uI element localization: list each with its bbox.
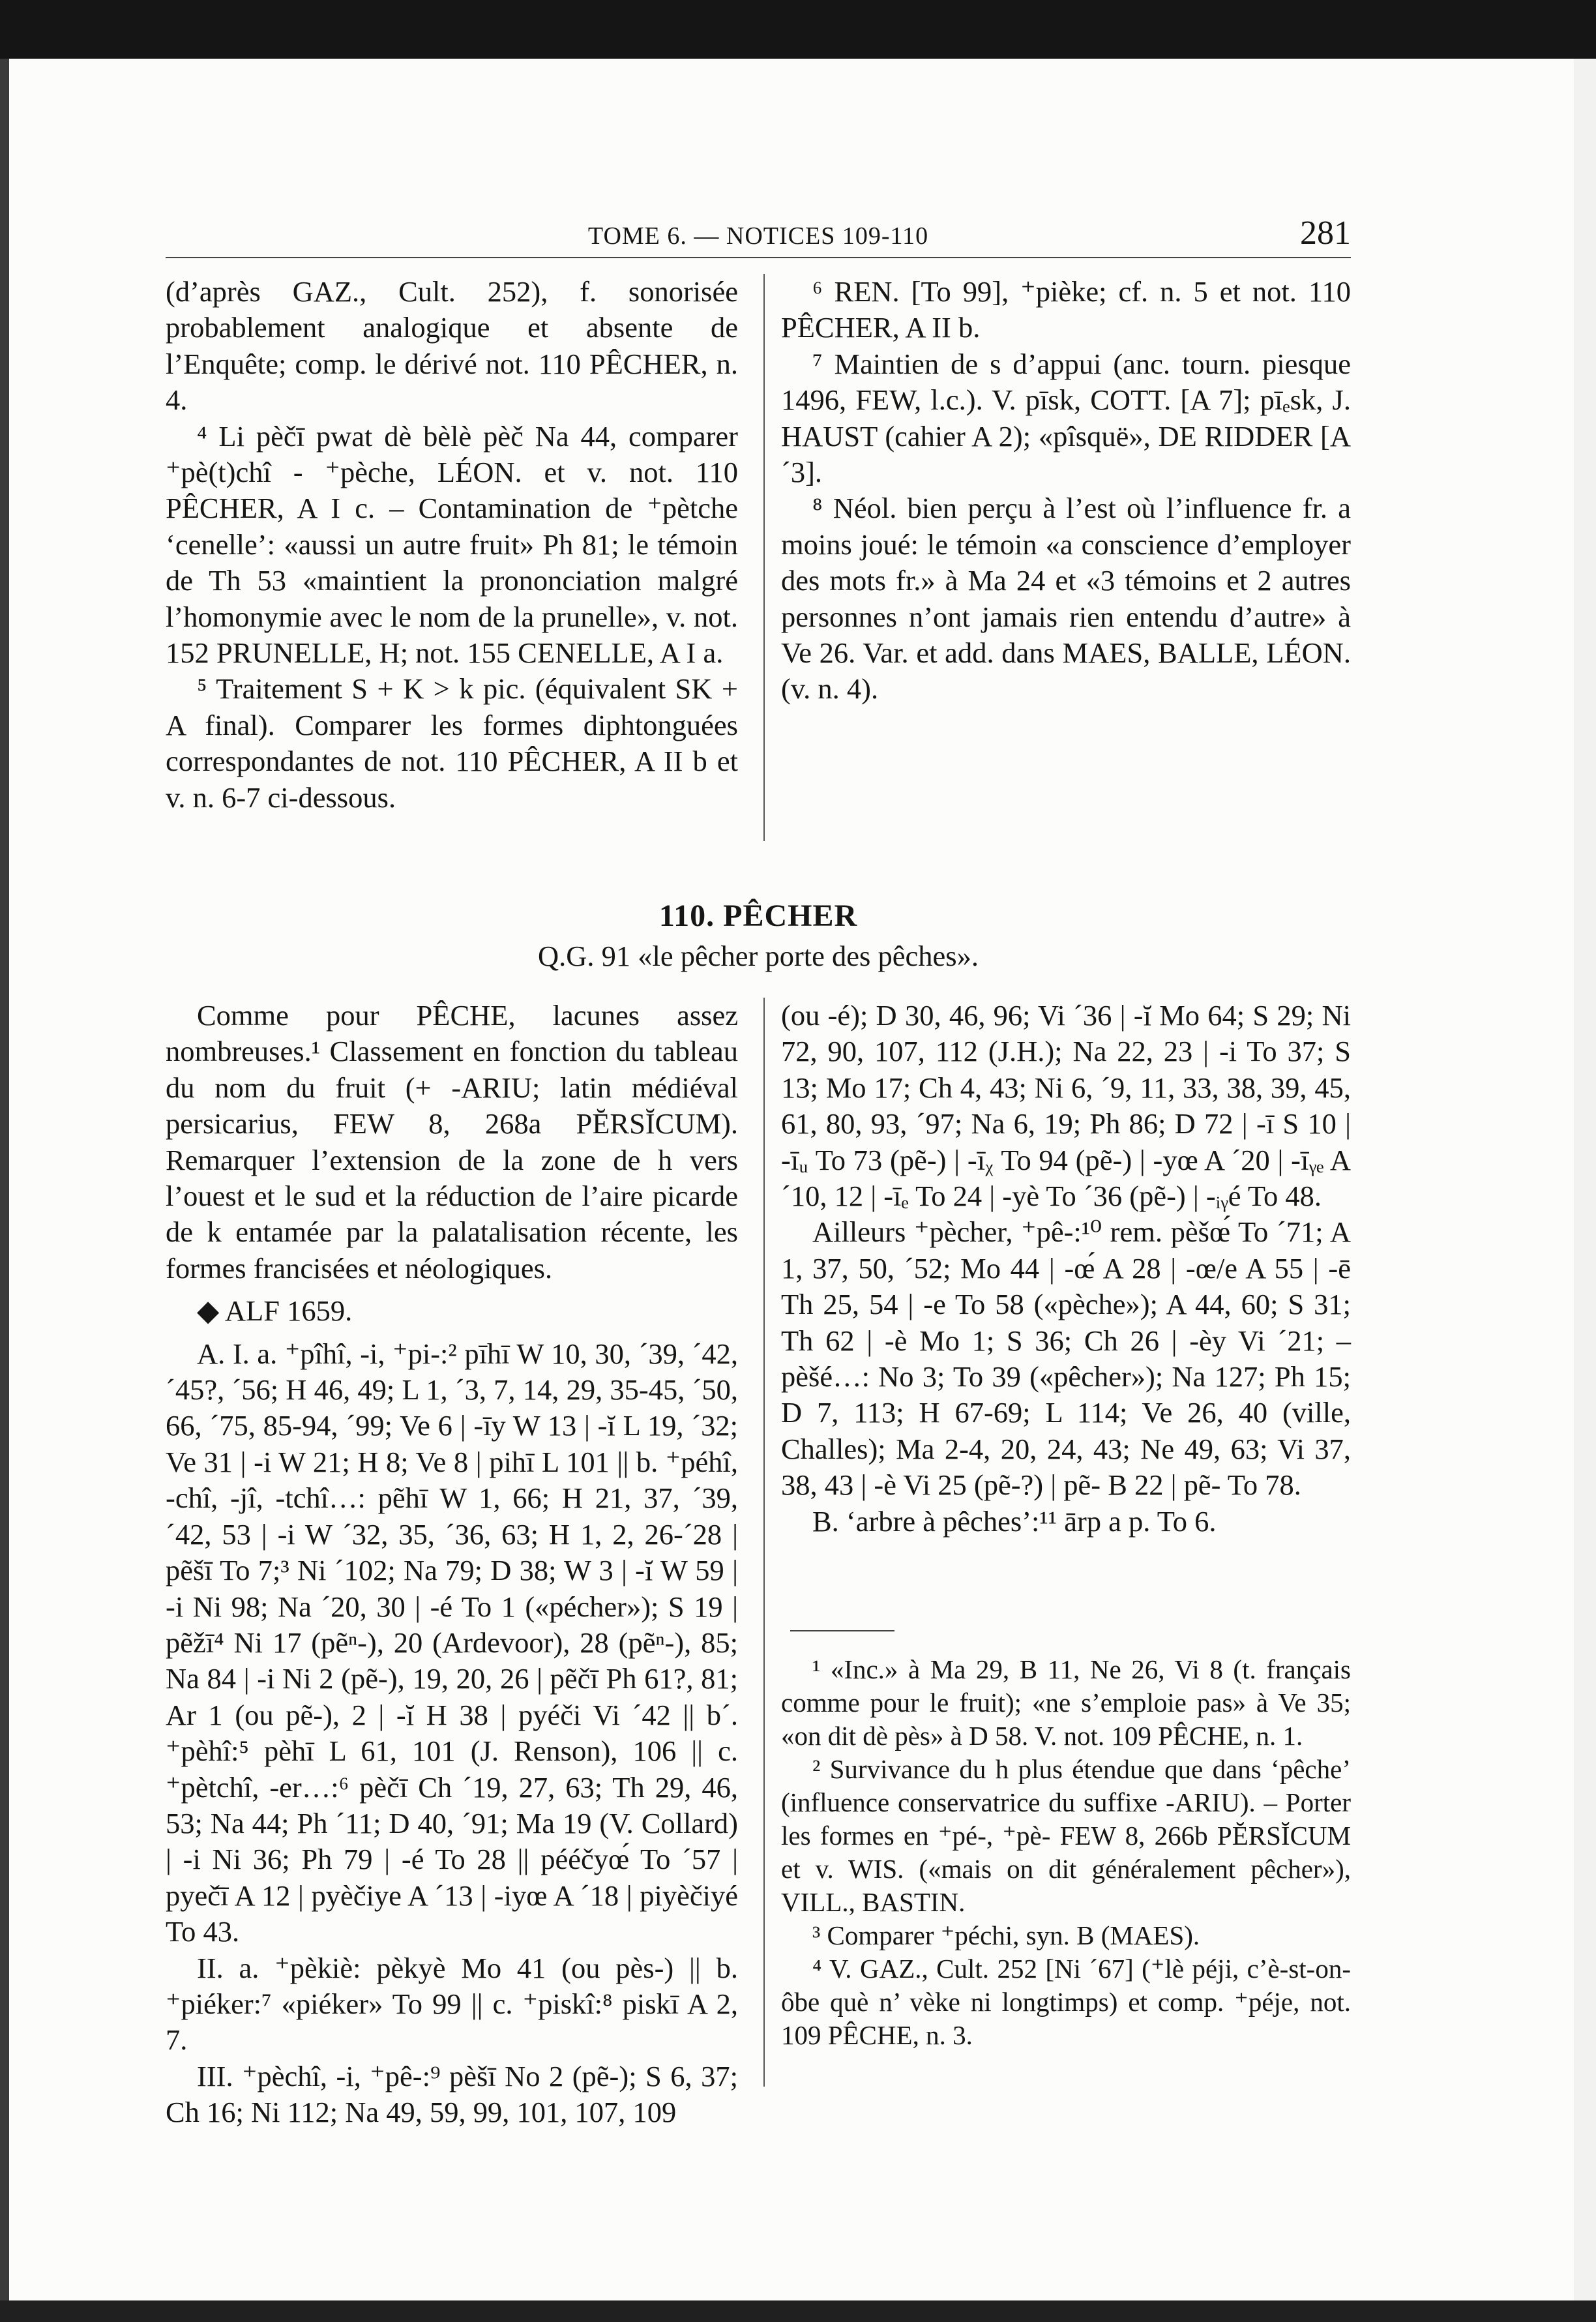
intro-paragraph: Comme pour PÊCHE, lacunes assez nombreuses.¹ Classement en fonction du tableau du nom du fruit (+ -ARIU; latin médiéval persicarius, FEW 8, 268a PĔRSĬCUM). Remarquer l’extension de la zone de h vers l’ouest et le sud et la réduction de l’aire picarde de k entamée par la palatalisation récente, les formes francisées et néologiques.	[166, 999, 738, 1285]
section-b: B. ‘arbre à pêches’:¹¹ ārp a p. To 6.	[812, 1504, 1217, 1538]
column-divider-top	[763, 274, 765, 841]
note-4: ⁴ Li pèčī pwat dè bèlè pèč Na 44, comparer ⁺pè(t)chî - ⁺pèche, LÉON. et v. not. 110 PÊCHER, A I c. – Contamination de ⁺pètche ‘cenelle’: «aussi un autre fruit» Ph 81; le témoin de Th 53 «maintient la prononciation malgré l’homonymie avec le nom de la prunelle», v. not. 152 PRUNELLE, H; not. 155 CENELLE, A I a.	[166, 419, 738, 670]
alf-reference: ◆ ALF 1659.	[197, 1294, 353, 1328]
note-5: ⁵ Traitement S + K > k pic. (équivalent SK + A final). Comparer les formes diphtonguées correspondantes de not. 110 PÊCHER, A II b et v. n. 6-7 ci-dessous.	[166, 672, 738, 814]
article-right-column	[781, 998, 1351, 1540]
scan-border-bottom	[0, 2300, 1596, 2322]
footnotes	[781, 1653, 1351, 2052]
footnote-1: ¹ «Inc.» à Ma 29, B 11, Ne 26, Vi 8 (t. français comme pour le fruit); «ne s’emploie pas» à Ve 35; «on dit dè pès» à D 58. V. not. 109 PÊCHE, n. 1.	[781, 1654, 1351, 1751]
page-number: 281	[1300, 215, 1351, 252]
running-head	[166, 213, 1351, 252]
footnote-2: ² Survivance du h plus étendue que dans ‘pêche’ (influence conservatrice du suffixe -ARIU). – Porter les formes en ⁺pé-, ⁺pè- FEW 8, 266b PĔRSĬCUM et v. WIS. («mais on dit généralement pêcher»), VILL., BASTIN.	[781, 1754, 1351, 1917]
note-8: ⁸ Néol. bien perçu à l’est où l’influence fr. a moins joué: le témoin «a conscience d’employer des mots fr.» à Ma 24 et «3 témoins et 2 autres personnes n’ont jamais rien entendu d’autre» à Ve 26. Var. et add. dans MAES, BALLE, LÉON. (v. n. 4).	[781, 492, 1351, 706]
section-ailleurs: Ailleurs ⁺pècher, ⁺pê-:¹⁰ rem. pèšœ́ To ´71; A 1, 37, 50, ´52; Mo 44 | -œ́ A 28 | -œ/e A 55 | -ē Th 25, 54 | -e To 58 («pèche»); A 44, 60; S 31; Th 62 | -è Mo 1; S 36; Ch 26 | -èy Vi ´21; – pèšé…: No 3; To 39 («pêcher»); Na 127; Ph 15; D 7, 113; H 67-69; L 114; Ve 26, 40 (ville, Challes); Ma 2-4, 20, 24, 43; Ne 49, 63; Vi 37, 38, 43 | -è Vi 25 (pẽ-?) | pẽ- B 22 | pẽ- To 78.	[781, 1215, 1351, 1502]
column-divider-bottom	[763, 998, 765, 2087]
note-continuation: (d’après GAZ., Cult. 252), f. sonorisée probablement analogique et absente de l’Enquête; comp. le dérivé not. 110 PÊCHER, n. 4.	[166, 275, 738, 417]
article-subtitle: Q.G. 91 «le pêcher porte des pêches».	[538, 940, 979, 972]
article-title: 110. PÊCHER	[658, 899, 858, 933]
page	[9, 59, 1574, 2300]
footnote-4: ⁴ V. GAZ., Cult. 252 [Ni ´67] (⁺lè péji, c’è-st-on-ôbe què n’ vèke ni longtimps) et comp. ⁺péje, not. 109 PÊCHE, n. 3.	[781, 1954, 1351, 2050]
footnote-rule	[790, 1630, 894, 1631]
footnote-3: ³ Comparer ⁺péchi, syn. B (MAES).	[812, 1920, 1200, 1950]
note-7: ⁷ Maintien de s d’appui (anc. tourn. piesque 1496, FEW, l.c.). V. pīsk, COTT. [A 7]; pīₑsk, J. HAUST (cahier A 2); «pîsquë», DE RIDDER [A ´3].	[781, 347, 1351, 489]
article-left-column	[166, 998, 738, 2131]
running-title: TOME 6. — NOTICES 109-110	[587, 222, 929, 250]
top-left-notes	[166, 274, 738, 816]
section-a-ii: II. a. ⁺pèkiè: pèkyè Mo 41 (ou pès-) || b. ⁺piéker:⁷ «piéker» To 99 || c. ⁺piskî:⁸ piskī A 2, 7.	[166, 1951, 738, 2057]
header-rule	[166, 257, 1351, 258]
section-a-iii-continued: (ou -é); D 30, 46, 96; Vi ´36 | -ĭ Mo 64; S 29; Ni 72, 90, 107, 112 (J.H.); Na 22, 23 | -i To 37; S 13; Mo 17; Ch 4, 43; Ni 6, ´9, 11, 33, 38, 39, 45, 61, 80, 93, ´97; Na 6, 19; Ph 86; D 72 | -ī S 10 | -īᵤ To 73 (pẽ-) | -īᵪ To 94 (pẽ-) | -yœ A ´20 | -īᵧₑ A ´10, 12 | -īₑ To 24 | -yè To ´36 (pẽ-) | -ᵢᵧé To 48.	[781, 999, 1351, 1213]
section-a-iii: III. ⁺pèchî, -i, ⁺pê-:⁹ pèšī No 2 (pẽ-); S 6, 37; Ch 16; Ni 112; Na 49, 59, 99, 101, 107, 109	[166, 2059, 738, 2129]
section-a-i: A. I. a. ⁺pîhî, -i, ⁺pi-:² pīhī W 10, 30, ´39, ´42, ´45?, ´56; H 46, 49; L 1, ´3, 7, 14, 29, 35-45, ´50, 66, ´75, 85-94, ´99; Ve 6 | -īy W 13 | -ĭ L 19, ´32; Ve 31 | -i W 21; H 8; Ve 8 | pihī L 101 || b. ⁺péhî, -chî, -jî, -tchî…: pẽhī W 1, 66; H 21, 37, ´39, ´42, 53 | -i W ´32, 35, ´36, 63; H 1, 2, 26-´28 | pẽšī To 7;³ Ni ´102; Na 79; D 38; W 3 | -ĭ W 59 | -i Ni 98; Na ´20, 30 | -é To 1 («pécher»); S 19 | pẽžī⁴ Ni 17 (pẽⁿ-), 20 (Ardevoor), 28 (pẽⁿ-), 85; Na 84 | -i Ni 2 (pẽ-), 19, 20, 26 | pẽčī Ph 61?, 81; Ar 1 (ou pẽ-), 2 | -ĭ H 38 | pyéči Vi ´42 || b´. ⁺pèhî:⁵ pèhī L 61, 101 (J. Renson), 106 || c. ⁺pètchî, -er…:⁶ pèčī Ch ´19, 27, 63; Th 29, 46, 53; Na 44; Ph ´11; D 40, ´91; Ma 19 (V. Collard) | -i Ni 36; Ph 79 | -é To 28 || pééčyœ́ To ´57 | pyeč̄ī A 12 | pyèčiye A ´13 | -iyœ A ´18 | piyèčiyé To 43.	[166, 1337, 738, 1948]
top-right-notes	[781, 274, 1351, 707]
note-6: ⁶ REN. [To 99], ⁺pièke; cf. n. 5 et not. 110 PÊCHER, A II b.	[781, 275, 1351, 344]
scan-border-top	[0, 0, 1596, 59]
scan-border-left	[0, 59, 9, 2300]
